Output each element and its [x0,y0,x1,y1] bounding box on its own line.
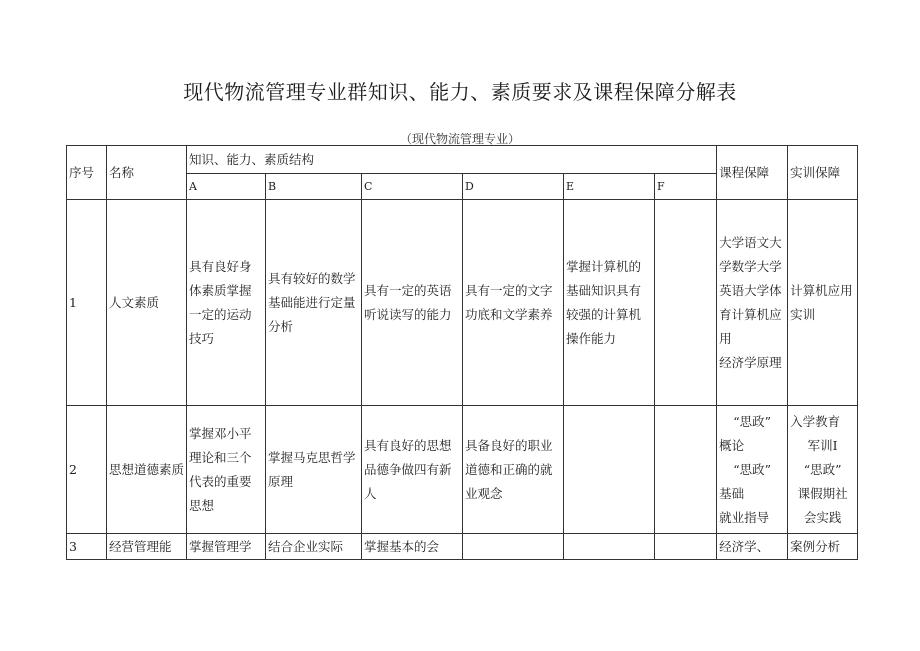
header-col-c: C [362,174,463,200]
row-cell-f [655,534,717,560]
row-cell-b: 具有较好的数学基础能进行定量分析 [266,200,362,406]
training-line: 入学教育 [790,413,841,429]
course-line: “思政” [733,413,771,429]
row-training [788,534,858,560]
row-training [788,200,858,406]
course-line: 概论 [719,437,745,453]
row-cell-d: 具备良好的职业道德和正确的就业观念 [463,406,564,534]
course-line: 经济学、 [719,538,770,554]
training-line: “思政” [803,461,842,477]
row-cell-e [564,406,655,534]
header-col-a: A [187,174,266,200]
row-cell-c: 掌握基本的会 [362,534,463,560]
requirements-table [66,145,858,560]
row-training [788,406,858,534]
row-name: 经营管理能 [107,534,187,560]
row-cell-f [655,200,717,406]
course-line: “思政” [733,461,771,477]
course-line: 大学语文大学数学大学英语大学体育计算机应用 [719,234,782,346]
row-cell-b: 掌握马克思哲学原理 [266,406,362,534]
row-cell-e [564,534,655,560]
header-col-d: D [463,174,564,200]
row-course [717,200,788,406]
row-cell-d [463,534,564,560]
header-col-b: B [266,174,362,200]
row-cell-a: 掌握邓小平理论和三个代表的重要思想 [187,406,266,534]
row-name: 思想道德素质 [107,406,187,534]
training-line: 课假期社 [797,485,848,501]
row-cell-c: 具有良好的思想品德争做四有新人 [362,406,463,534]
row-no: 3 [67,534,107,560]
row-course [717,534,788,560]
training-line: 军训Ⅰ [807,437,838,453]
row-course [717,406,788,534]
row-no: 2 [67,406,107,534]
row-cell-f [655,406,717,534]
course-line: 就业指导 [719,509,770,525]
header-name: 名称 [107,146,187,200]
course-line: 经济学原理 [719,354,782,370]
row-cell-c: 具有一定的英语听说读写的能力 [362,200,463,406]
header-col-f: F [655,174,717,200]
training-line: 案例分析 [790,538,841,554]
table-row [67,534,858,560]
header-structure: 知识、能力、素质结构 [187,146,717,174]
table-row [67,200,858,406]
header-course: 课程保障 [717,146,788,200]
training-line: 计算机应用实训 [790,282,853,322]
row-no: 1 [67,200,107,406]
course-line: 基础 [719,485,745,501]
row-name: 人文素质 [107,200,187,406]
header-no: 序号 [67,146,107,200]
table-row [67,406,858,534]
row-cell-d: 具有一定的文字功底和文学素养 [463,200,564,406]
row-cell-e: 掌握计算机的基础知识具有较强的计算机操作能力 [564,200,655,406]
header-col-e: E [564,174,655,200]
training-line: 会实践 [803,509,842,525]
page-title: 现代物流管理专业群知识、能力、素质要求及课程保障分解表 [183,80,737,104]
row-cell-b: 结合企业实际 [266,534,362,560]
page-subtitle: （现代物流管理专业） [399,132,520,146]
row-cell-a: 具有良好身体素质掌握一定的运动技巧 [187,200,266,406]
header-training: 实训保障 [788,146,858,200]
row-cell-a: 掌握管理学 [187,534,266,560]
